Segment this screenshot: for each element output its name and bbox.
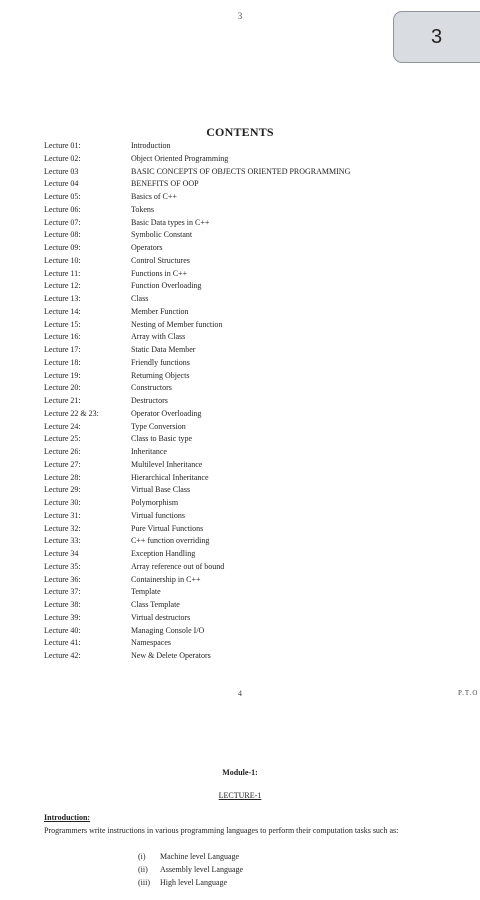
toc-lecture-number: Lecture 28: bbox=[44, 472, 81, 482]
toc-lecture-number: Lecture 34 bbox=[44, 549, 79, 558]
toc-topic: Class Template bbox=[131, 600, 180, 609]
toc-lecture-number: Lecture 29: bbox=[44, 485, 81, 495]
toc-lecture-number: Lecture 26: bbox=[44, 447, 81, 456]
toc-topic: Member Function bbox=[131, 306, 189, 316]
toc-lecture-number: Lecture 20: bbox=[44, 383, 81, 393]
toc-topic: Exception Handling bbox=[131, 549, 196, 558]
language-list bbox=[138, 850, 243, 889]
toc-topic: Operators bbox=[131, 243, 163, 252]
toc-row bbox=[44, 535, 444, 548]
toc-lecture-number: Lecture 25: bbox=[44, 434, 81, 444]
table-of-contents bbox=[44, 140, 444, 663]
toc-row bbox=[44, 166, 444, 179]
toc-lecture-number: Lecture 15: bbox=[44, 319, 81, 329]
toc-topic: Virtual functions bbox=[131, 510, 185, 520]
toc-row bbox=[44, 280, 444, 293]
toc-lecture-number: Lecture 32: bbox=[44, 523, 81, 533]
list-item-marker: (ii) bbox=[138, 865, 148, 874]
toc-topic: Friendly functions bbox=[131, 357, 190, 367]
toc-row bbox=[44, 523, 444, 536]
toc-topic: Symbolic Constant bbox=[131, 230, 193, 240]
toc-topic: Template bbox=[131, 587, 161, 597]
toc-lecture-number: Lecture 04 bbox=[44, 179, 79, 189]
toc-row bbox=[44, 408, 444, 421]
toc-lecture-number: Lecture 41: bbox=[44, 638, 81, 648]
toc-topic: Static Data Member bbox=[131, 345, 196, 354]
toc-row bbox=[44, 650, 444, 663]
toc-topic: Virtual Base Class bbox=[131, 485, 191, 495]
toc-lecture-number: Lecture 09: bbox=[44, 243, 81, 252]
toc-lecture-number: Lecture 18: bbox=[44, 357, 81, 367]
list-item-label: Assembly level Language bbox=[160, 865, 244, 874]
toc-row bbox=[44, 548, 444, 561]
toc-row bbox=[44, 625, 444, 638]
toc-row bbox=[44, 319, 444, 332]
toc-lecture-number: Lecture 05: bbox=[44, 192, 81, 201]
toc-row bbox=[44, 370, 444, 383]
toc-topic: Multilevel Inheritance bbox=[131, 459, 203, 469]
toc-topic: Type Conversion bbox=[131, 421, 186, 431]
toc-topic: Polymorphism bbox=[131, 498, 179, 507]
toc-lecture-number: Lecture 33: bbox=[44, 536, 81, 546]
contents-title: CONTENTS bbox=[206, 125, 274, 139]
toc-row bbox=[44, 599, 444, 612]
toc-row bbox=[44, 191, 444, 204]
list-item bbox=[138, 863, 243, 876]
toc-topic: Array reference out of bound bbox=[131, 561, 225, 571]
toc-row bbox=[44, 268, 444, 281]
toc-row bbox=[44, 229, 444, 242]
toc-lecture-number: Lecture 03 bbox=[44, 166, 79, 176]
toc-topic: Control Structures bbox=[131, 255, 190, 265]
toc-topic: Managing Console I/O bbox=[131, 625, 205, 635]
toc-row bbox=[44, 510, 444, 523]
toc-row bbox=[44, 153, 444, 166]
intro-heading: Introduction: bbox=[44, 813, 91, 822]
toc-lecture-number: Lecture 27: bbox=[44, 459, 81, 469]
page-indicator-number: 3 bbox=[431, 25, 443, 48]
toc-row bbox=[44, 446, 444, 459]
toc-row bbox=[44, 382, 444, 395]
toc-topic: Constructors bbox=[131, 383, 172, 393]
toc-topic: Class bbox=[131, 294, 149, 303]
toc-lecture-number: Lecture 08: bbox=[44, 230, 81, 240]
toc-lecture-number: Lecture 02: bbox=[44, 153, 81, 163]
toc-row bbox=[44, 561, 444, 574]
toc-lecture-number: Lecture 21: bbox=[44, 396, 81, 405]
list-item bbox=[138, 876, 243, 889]
toc-row bbox=[44, 637, 444, 650]
toc-topic: Nesting of Member function bbox=[131, 319, 223, 329]
toc-row bbox=[44, 140, 444, 153]
toc-topic: Function Overloading bbox=[131, 281, 202, 291]
toc-topic: Inheritance bbox=[131, 447, 167, 456]
toc-topic: BENEFITS OF OOP bbox=[131, 179, 199, 189]
pto-label: P.T.O bbox=[458, 689, 479, 697]
toc-row bbox=[44, 242, 444, 255]
toc-lecture-number: Lecture 17: bbox=[44, 345, 81, 354]
toc-lecture-number: Lecture 13: bbox=[44, 294, 81, 303]
toc-topic: C++ function overriding bbox=[131, 536, 210, 546]
toc-row bbox=[44, 306, 444, 319]
toc-topic: BASIC CONCEPTS OF OBJECTS ORIENTED PROGRAMMING bbox=[131, 166, 351, 176]
toc-lecture-number: Lecture 07: bbox=[44, 217, 81, 227]
toc-lecture-number: Lecture 30: bbox=[44, 498, 81, 507]
toc-lecture-number: Lecture 39: bbox=[44, 612, 81, 622]
toc-topic: Destructors bbox=[131, 396, 168, 405]
toc-lecture-number: Lecture 19: bbox=[44, 370, 81, 380]
page-indicator-badge[interactable] bbox=[393, 11, 480, 63]
toc-lecture-number: Lecture 36: bbox=[44, 574, 81, 584]
toc-topic: Tokens bbox=[131, 204, 154, 214]
toc-lecture-number: Lecture 16: bbox=[44, 332, 81, 342]
toc-row bbox=[44, 484, 444, 497]
intro-text: Programmers write instructions in various programming languages to perform their computation tasks such as: bbox=[44, 826, 399, 835]
toc-topic: Class to Basic type bbox=[131, 434, 193, 444]
toc-topic: Pure Virtual Functions bbox=[131, 523, 204, 533]
list-item-marker: (iii) bbox=[138, 878, 150, 887]
toc-lecture-number: Lecture 01: bbox=[44, 141, 81, 150]
toc-row bbox=[44, 459, 444, 472]
toc-lecture-number: Lecture 38: bbox=[44, 600, 81, 609]
page-number-top: 3 bbox=[237, 11, 243, 21]
toc-row bbox=[44, 574, 444, 587]
toc-lecture-number: Lecture 22 & 23: bbox=[44, 408, 99, 418]
list-item-marker: (i) bbox=[138, 852, 146, 861]
toc-lecture-number: Lecture 06: bbox=[44, 204, 81, 214]
toc-topic: Virtual destructors bbox=[131, 612, 191, 622]
toc-row bbox=[44, 433, 444, 446]
toc-lecture-number: Lecture 24: bbox=[44, 421, 81, 431]
list-item bbox=[138, 850, 243, 863]
toc-row bbox=[44, 331, 444, 344]
toc-topic: New & Delete Operators bbox=[131, 651, 211, 660]
toc-row bbox=[44, 178, 444, 191]
toc-row bbox=[44, 204, 444, 217]
toc-row bbox=[44, 357, 444, 370]
toc-lecture-number: Lecture 37: bbox=[44, 587, 81, 597]
toc-lecture-number: Lecture 10: bbox=[44, 255, 81, 265]
toc-row bbox=[44, 255, 444, 268]
toc-lecture-number: Lecture 12: bbox=[44, 281, 81, 291]
toc-topic: Introduction bbox=[131, 141, 171, 150]
list-item-label: High level Language bbox=[160, 878, 228, 887]
module-title: Module-1: bbox=[222, 768, 258, 777]
toc-row bbox=[44, 586, 444, 599]
toc-row bbox=[44, 497, 444, 510]
toc-row bbox=[44, 472, 444, 485]
toc-row bbox=[44, 293, 444, 306]
toc-row bbox=[44, 421, 444, 434]
toc-lecture-number: Lecture 35: bbox=[44, 561, 81, 571]
toc-row bbox=[44, 612, 444, 625]
toc-row bbox=[44, 217, 444, 230]
page-number-bottom: 4 bbox=[238, 689, 242, 698]
toc-topic: Basics of C++ bbox=[131, 192, 177, 201]
lecture-title: LECTURE-1 bbox=[218, 791, 262, 800]
toc-topic: Basic Data types in C++ bbox=[131, 217, 210, 227]
toc-topic: Functions in C++ bbox=[131, 268, 188, 278]
toc-lecture-number: Lecture 11: bbox=[44, 268, 81, 278]
toc-lecture-number: Lecture 42: bbox=[44, 651, 81, 660]
toc-topic: Array with Class bbox=[131, 332, 186, 342]
toc-topic: Hierarchical Inheritance bbox=[131, 472, 209, 482]
toc-topic: Operator Overloading bbox=[131, 408, 202, 418]
toc-row bbox=[44, 395, 444, 408]
toc-topic: Returning Objects bbox=[131, 370, 190, 380]
toc-topic: Containership in C++ bbox=[131, 574, 201, 584]
toc-row bbox=[44, 344, 444, 357]
toc-lecture-number: Lecture 14: bbox=[44, 306, 81, 316]
toc-topic: Namespaces bbox=[131, 638, 171, 648]
toc-lecture-number: Lecture 40: bbox=[44, 625, 81, 635]
toc-lecture-number: Lecture 31: bbox=[44, 510, 81, 520]
toc-topic: Object Oriented Programming bbox=[131, 153, 229, 163]
list-item-label: Machine level Language bbox=[160, 852, 240, 861]
